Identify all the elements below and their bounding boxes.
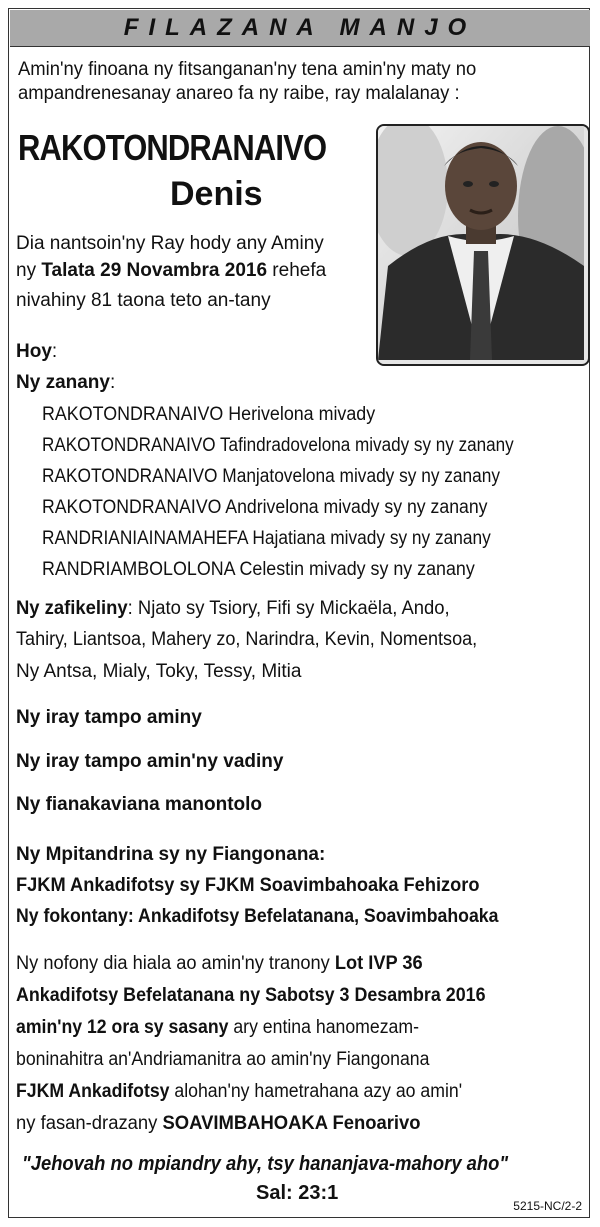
- bible-quote: "Jehovah no mpiandry ahy, tsy hananjava-mahory aho": [22, 1153, 509, 1175]
- portrait-photo-icon: [378, 126, 584, 360]
- funeral-line-5: FJKM Ankadifotsy alohan'ny hametrahana azy ao amin': [16, 1081, 463, 1102]
- fianakaviana: Ny fianakaviana manontolo: [16, 794, 263, 815]
- bible-verse: Sal: 23:1: [256, 1182, 339, 1204]
- zafikeliny-line-2: Tahiry, Liantsoa, Mahery zo, Narindra, Kevin, Nomentsoa,: [16, 629, 478, 650]
- intro-line-1: Amin'ny finoana ny fitsanganan'ny tena amin'ny maty no: [18, 59, 477, 80]
- zafikeliny-line-1: Ny zafikeliny: Njato sy Tsiory, Fifi sy Mickaëla, Ando,: [16, 598, 450, 619]
- zanany-label: Ny zanany:: [16, 372, 116, 393]
- iray-tampo-aminy: Ny iray tampo aminy: [16, 707, 202, 728]
- death-line-2: ny Talata 29 Novambra 2016 rehefa: [16, 260, 327, 281]
- death-line-1: Dia nantsoin'ny Ray hody any Aminy: [16, 233, 324, 254]
- intro-line-2: ampandrenesanay anareo fa ny raibe, ray malalanay :: [18, 83, 460, 104]
- death-date: Talata 29 Novambra 2016: [41, 260, 268, 281]
- portrait-photo: [376, 124, 590, 366]
- funeral-line-2: Ankadifotsy Befelatanana ny Sabotsy 3 Desambra 2016: [16, 985, 486, 1006]
- funeral-line-4: boninahitra an'Andriamanitra ao amin'ny Fiangonana: [16, 1049, 430, 1070]
- deceased-surname: RAKOTONDRANAIVO: [18, 127, 327, 168]
- fokontany: Ny fokontany: Ankadifotsy Befelatanana, Soavimbahoaka: [16, 906, 499, 927]
- fiangonana: FJKM Ankadifotsy sy FJKM Soavimbahoaka Fehizoro: [16, 875, 480, 896]
- hoy-label: Hoy:: [16, 341, 58, 362]
- notice-reference: 5215-NC/2-2: [513, 1199, 582, 1213]
- death-line-3: nivahiny 81 taona teto an-tany: [16, 290, 271, 311]
- deceased-firstname: Denis: [170, 175, 263, 213]
- funeral-line-6: ny fasan-drazany SOAVIMBAHOAKA Fenoarivo: [16, 1113, 421, 1134]
- list-item: RAKOTONDRANAIVO Manjatovelona mivady sy ny zanany: [42, 466, 501, 487]
- notice-header: [10, 10, 590, 47]
- funeral-line-1: Ny nofony dia hiala ao amin'ny tranony Lot IVP 36: [16, 953, 423, 974]
- notice-title: FILAZANA MANJO: [123, 14, 477, 41]
- list-item: RANDRIANIAINAMAHEFA Hajatiana mivady sy ny zanany: [42, 528, 491, 549]
- list-item: RAKOTONDRANAIVO Tafindradovelona mivady sy ny zanany: [42, 435, 514, 456]
- list-item: RANDRIAMBOLOLONA Celestin mivady sy ny zanany: [42, 559, 475, 580]
- mpitandrina: Ny Mpitandrina sy ny Fiangonana:: [16, 844, 326, 865]
- funeral-line-3: amin'ny 12 ora sy sasany ary entina hanomezam-: [16, 1017, 419, 1038]
- zafikeliny-line-3: Ny Antsa, Mialy, Toky, Tessy, Mitia: [16, 661, 302, 682]
- list-item: RAKOTONDRANAIVO Andrivelona mivady sy ny zanany: [42, 497, 488, 518]
- iray-tampo-vadiny: Ny iray tampo amin'ny vadiny: [16, 751, 284, 772]
- list-item: RAKOTONDRANAIVO Herivelona mivady: [42, 404, 376, 425]
